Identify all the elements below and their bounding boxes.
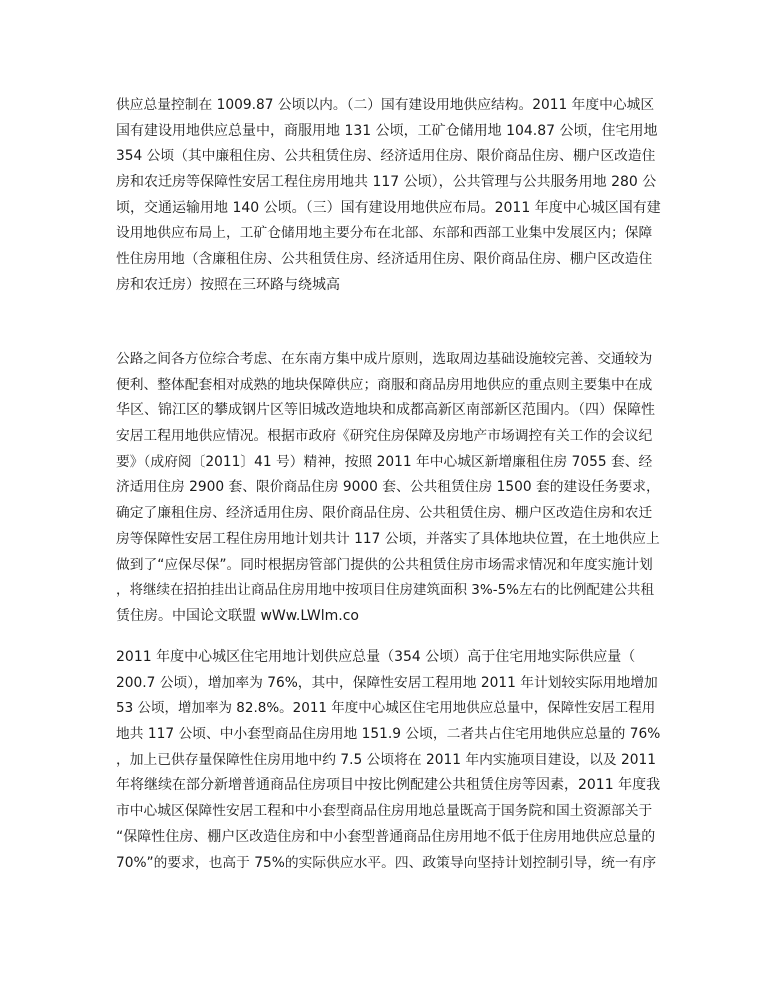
text-line: 地共 117 公顷、中小套型商品住房用地 151.9 公顷，二者共占住宅用地供应总量的 76% — [116, 726, 661, 743]
text-line: 华区、锦江区的攀成钢片区等旧城改造地块和成都高新区南部新区范围内。（四）保障性 — [116, 402, 655, 419]
text-line: 354 公顷（其中廉租住房、公共租赁住房、经济适用住房、限价商品住房、棚户区改造住 — [116, 148, 656, 165]
text-line: 200.7 公顷），增加率为 76%，其中，保障性安居工程用地 2011 年计划较实际用地增加 — [116, 674, 658, 691]
text-line: ，将继续在招拍挂出让商品住房用地中按项目住房建筑面积 3%-5%左右的比例配建公共租 — [116, 582, 654, 599]
text-line: 70%”的要求，也高于 75%的实际供应水平。四、政策导向坚持计划控制引导，统一有序 — [116, 854, 657, 871]
text-line: 设用地供应布局上，工矿仓储用地主要分布在北部、东部和西部工业集中发展区内；保障 — [116, 225, 653, 242]
text-line: “保障性住房、棚户区改造住房和中小套型普通商品住房用地不低于住房用地供应总量的 — [116, 828, 656, 845]
text-line: 确定了廉租住房、经济适用住房、限价商品住房、公共租赁住房、棚户区改造住房和农迁 — [116, 505, 653, 522]
text-line: 要》（成府阅〔2011〕41 号）精神，按照 2011 年中心城区新增廉租住房 7055 套、经 — [116, 453, 653, 470]
paragraph-supply-structure — [116, 93, 661, 299]
text-line: 济适用住房 2900 套、限价商品住房 9000 套、公共租赁住房 1500 套的建设任务要求， — [116, 479, 660, 496]
paragraph-residential-land-plan — [116, 645, 661, 876]
text-line: ，加上已供存量保障性住房用地中约 7.5 公顷将在 2011 年内实施项目建设，以及 2011 — [116, 751, 656, 768]
text-line: 性住房用地（含廉租住房、公共租赁住房、经济适用住房、限价商品住房、棚户区改造住 — [116, 251, 653, 268]
text-line: 市中心城区保障性安居工程和中小套型商品住房用地总量既高于国务院和国土资源部关于 — [116, 803, 653, 820]
text-line: 便利、整体配套相对成熟的地块保障供应；商服和商品房用地供应的重点则主要集中在成 — [116, 376, 653, 393]
text-line: 国有建设用地供应总量中，商服用地 131 公顷，工矿仓储用地 104.87 公顷，住宅用地 — [116, 122, 658, 139]
text-line: 公路之间各方位综合考虑、在东南方集中成片原则，选取周边基础设施较完善、交通较为 — [116, 351, 653, 367]
text-line: 2011 年度中心城区住宅用地计划供应总量（354 公顷）高于住宅用地实际供应量（ — [116, 649, 636, 665]
text-line: 做到了“应保尽保”。同时根据房管部门提供的公共租赁住房市场需求情况和年度实施计划 — [116, 556, 653, 573]
text-line: 年将继续在部分新增普通商品住房项目中按比例配建公共租赁住房等因素，2011 年度我 — [116, 777, 661, 794]
text-line: 房和农迁房等保障性安居工程住房用地共 117 公顷），公共管理与公共服务用地 280 公 — [116, 174, 657, 191]
text-line: 房等保障性安居工程住房用地计划共计 117 公顷，并落实了具体地块位置，在土地供应上 — [116, 530, 660, 547]
text-line: 53 公顷，增加率为 82.8%。2011 年度中心城区住宅用地供应总量中，保障性安居工程用 — [116, 700, 656, 717]
text-line: 顷，交通运输用地 140 公顷。（三）国有建设用地供应布局。2011 年度中心城区国有建 — [116, 199, 661, 216]
paragraph-affordable-housing-supply — [116, 347, 660, 630]
text-line: 安居工程用地供应情况。根据市政府《研究住房保障及房地产市场调控有关工作的会议纪 — [116, 428, 653, 445]
text-line: 赁住房。中国论文联盟 wWw.LWlm.co — [116, 607, 359, 624]
text-line: 房和农迁房）按照在三环路与绕城高 — [116, 276, 340, 293]
text-line: 供应总量控制在 1009.87 公顷以内。（二）国有建设用地供应结构。2011 年度中心城区 — [116, 97, 655, 113]
